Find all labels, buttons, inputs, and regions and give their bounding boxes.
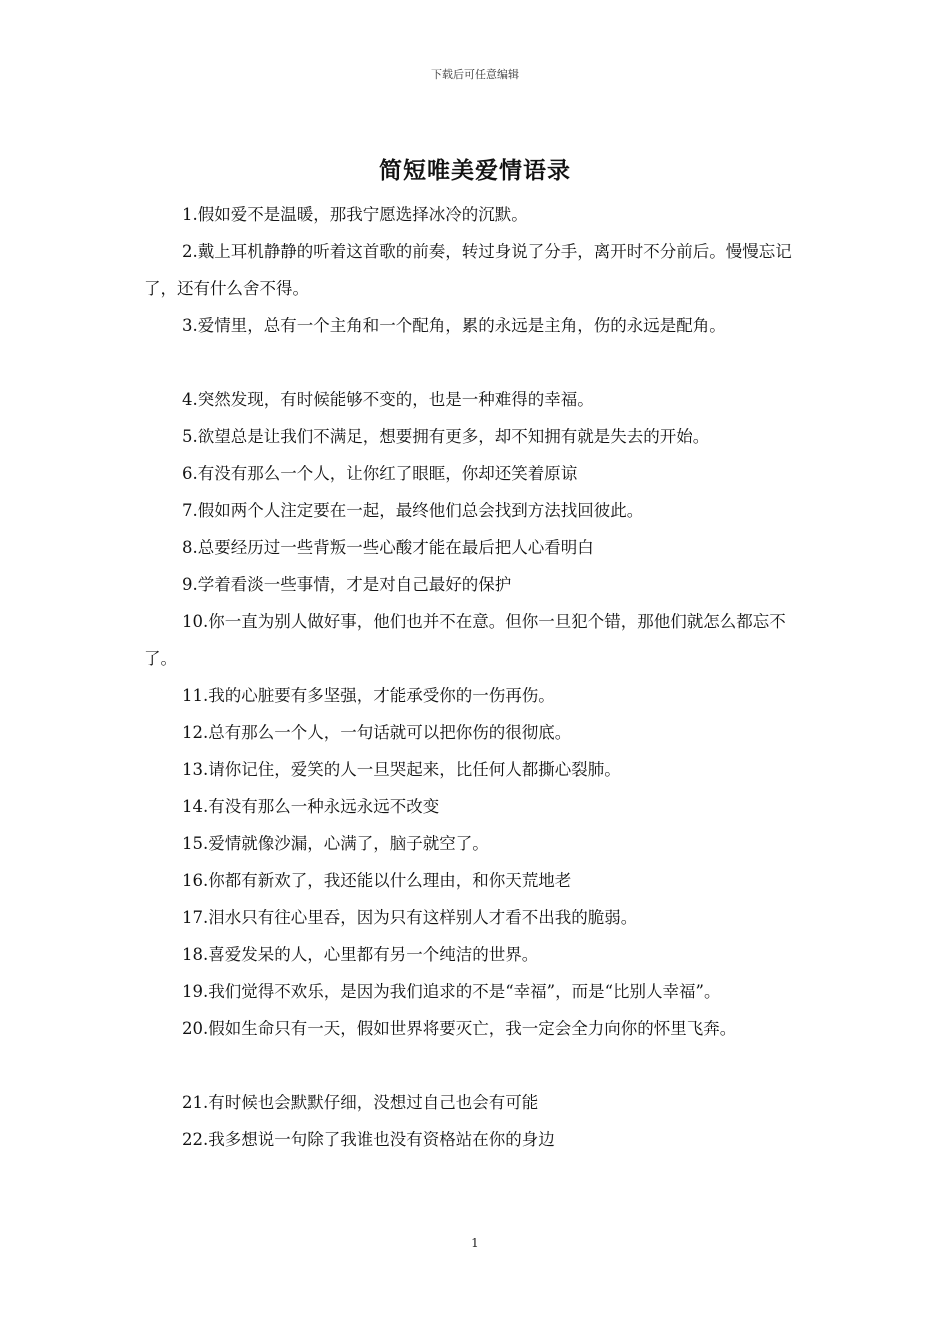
list-item: 5.欲望总是让我们不满足，想要拥有更多，却不知拥有就是失去的开始。	[182, 427, 710, 446]
list-item: 18.喜爱发呆的人，心里都有另一个纯洁的世界。	[182, 945, 539, 964]
list-item: 1.假如爱不是温暖，那我宁愿选择冰冷的沉默。	[182, 205, 528, 224]
list-item: 14.有没有那么一种永远永远不改变	[182, 797, 440, 816]
list-item: 2.戴上耳机静静的听着这首歌的前奏，转过身说了分手，离开时不分前后。慢慢忘记了，还有什么舍不得。	[144, 242, 792, 298]
list-item: 8.总要经历过一些背叛一些心酸才能在最后把人心看明白	[182, 538, 594, 557]
page-number: 1	[471, 1236, 479, 1250]
list-item: 3.爱情里，总有一个主角和一个配角，累的永远是主角，伤的永远是配角。	[182, 316, 726, 335]
list-item: 11.我的心脏要有多坚强，才能承受你的一伤再伤。	[182, 686, 555, 705]
list-item: 19.我们觉得不欢乐，是因为我们追求的不是“幸福”，而是“比别人幸福”。	[182, 982, 721, 1001]
page-title: 简短唯美爱情语录	[379, 157, 571, 184]
list-item: 10.你一直为别人做好事，他们也并不在意。但你一旦犯个错，那他们就怎么都忘不了。	[144, 612, 786, 668]
paragraph-spacer	[144, 344, 824, 381]
list-item: 21.有时候也会默默仔细，没想过自己也会有可能	[182, 1093, 539, 1112]
list-item: 7.假如两个人注定要在一起，最终他们总会找到方法找回彼此。	[182, 501, 644, 520]
paragraph-spacer	[144, 1047, 824, 1084]
list-item: 16.你都有新欢了，我还能以什么理由，和你天荒地老	[182, 871, 572, 890]
list-item: 9.学着看淡一些事情，才是对自己最好的保护	[182, 575, 512, 594]
list-item: 13.请你记住，爱笑的人一旦哭起来，比任何人都撕心裂肺。	[182, 760, 621, 779]
list-item: 6.有没有那么一个人，让你红了眼眶，你却还笑着原谅	[182, 464, 578, 483]
list-item: 15.爱情就像沙漏，心满了，脑子就空了。	[182, 834, 489, 853]
list-item: 22.我多想说一句除了我谁也没有资格站在你的身边	[182, 1130, 555, 1149]
list-item: 20.假如生命只有一天，假如世界将要灭亡，我一定会全力向你的怀里飞奔。	[182, 1019, 737, 1038]
list-item: 4.突然发现，有时候能够不变的，也是一种难得的幸福。	[182, 390, 594, 409]
document-body	[144, 196, 824, 1158]
list-item: 17.泪水只有往心里吞，因为只有这样别人才看不出我的脆弱。	[182, 908, 638, 927]
list-item: 12.总有那么一个人，一句话就可以把你伤的很彻底。	[182, 723, 572, 742]
header-note: 下载后可任意编辑	[431, 68, 519, 81]
